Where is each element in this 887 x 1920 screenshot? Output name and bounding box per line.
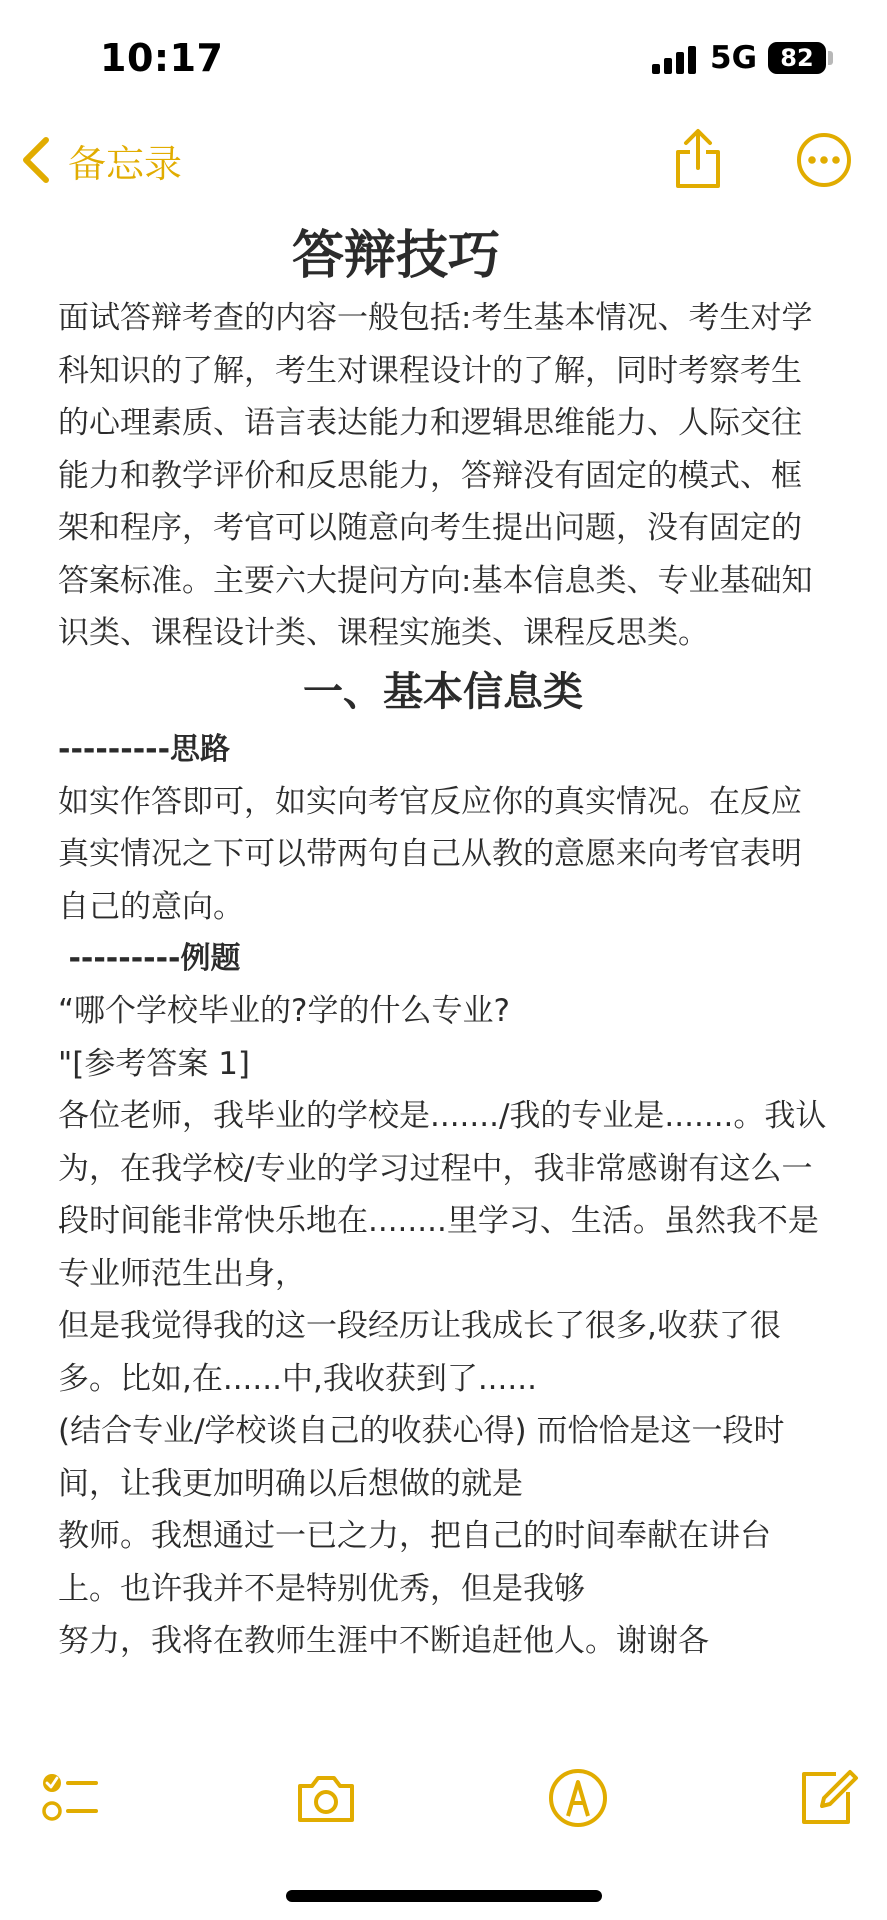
thinking-paragraph: 如实作答即可，如实向考官反应你的真实情况。在反应真实情况之下可以带两句自己从教的意愿来向考官表明自己的意向。 bbox=[58, 783, 802, 925]
thinking-heading: ---------思路 bbox=[58, 731, 231, 767]
status-time: 10:17 bbox=[100, 36, 224, 80]
note-title: 答辩技巧 bbox=[292, 226, 501, 286]
example-heading: ---------例题 bbox=[58, 941, 241, 976]
nav-bar bbox=[0, 120, 887, 200]
question-line: “哪个学校毕业的?学的什么专业? bbox=[58, 993, 510, 1029]
bottom-toolbar bbox=[0, 1760, 887, 1850]
home-indicator bbox=[286, 1890, 602, 1902]
chevron-left-icon bbox=[18, 134, 54, 186]
answer-line: 但是我觉得我的这一段经历让我成长了很多,收获了很多。比如,在......中,我收获到了...... bbox=[58, 1308, 781, 1397]
checklist-icon[interactable] bbox=[38, 1766, 102, 1830]
camera-icon[interactable] bbox=[294, 1766, 358, 1830]
content-fade bbox=[0, 1700, 887, 1760]
back-button[interactable] bbox=[18, 130, 182, 190]
answer-line: 努力，我将在教师生涯中不断追赶他人。谢谢各 bbox=[58, 1623, 709, 1659]
answer-label: "[参考答案 1] bbox=[58, 1045, 251, 1082]
answer-line: 各位老师，我毕业的学校是......./我的专业是.......。我认为，在我学校/专业的学习过程中，我非常感谢有这么一段时间能非常快乐地在........里学习、生活。虽然我不是专业师范生出身， bbox=[58, 1098, 827, 1292]
cellular-signal-icon bbox=[652, 44, 698, 74]
status-bar bbox=[0, 0, 887, 120]
more-icon[interactable] bbox=[796, 132, 852, 188]
intro-paragraph: 面试答辩考查的内容一般包括:考生基本情况、考生对学科知识的了解，考生对课程设计的了解，同时考察考生的心理素质、语言表达能力和逻辑思维能力、人际交往能力和教学评价和反思能力，答辩没有固定的模式、框架和程序，考官可以随意向考生提出问题，没有固定的答案标准。主要六大提问方向:基本信息类、专业基础知识类、课程设计类、课程实施类、课程反思类。 bbox=[58, 300, 813, 651]
markup-icon[interactable] bbox=[546, 1766, 610, 1830]
answer-line: 教师。我想通过一已之力，把自己的时间奉献在讲台上。也许我并不是特别优秀，但是我够 bbox=[58, 1518, 771, 1607]
answer-line: (结合专业/学校谈自己的收获心得) 而恰恰是这一段时间，让我更加明确以后想做的就是 bbox=[58, 1413, 785, 1502]
battery-icon: 82 bbox=[768, 42, 826, 74]
compose-icon[interactable] bbox=[796, 1766, 860, 1830]
network-type: 5G bbox=[710, 40, 758, 76]
battery-cap bbox=[828, 51, 833, 65]
share-icon[interactable] bbox=[672, 128, 724, 192]
section-heading: 一、基本信息类 bbox=[303, 668, 583, 715]
back-label: 备忘录 bbox=[68, 141, 183, 186]
note-body[interactable] bbox=[58, 222, 828, 1668]
